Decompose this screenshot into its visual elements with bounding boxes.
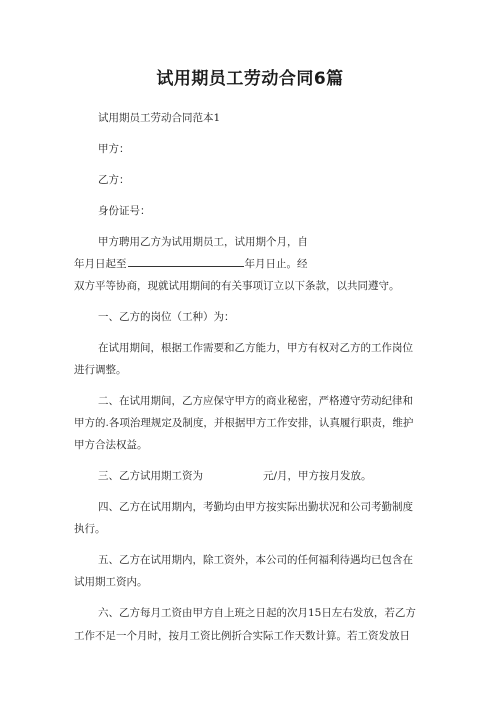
paragraph-line: 二、在试用期间，乙方应保守甲方的商业秘密，严格遵守劳动纪律和 (98, 395, 413, 407)
paragraph-line: 在试用期间，根据工作需要和乙方能力，甲方有权对乙方的工作岗位 (98, 342, 413, 354)
paragraph-line: 进行调整。 (74, 364, 127, 376)
text-after-blank: 年月日止。经 (244, 258, 308, 270)
clause-heading: 一、乙方的岗位（工种）为： (98, 311, 235, 323)
id-number-label: 身份证号： (98, 205, 151, 217)
paragraph-line: 五、乙方在试用期内，除工资外，本公司的任何福利待遇均已包含在 (98, 554, 413, 566)
paragraph-line: 甲方聘用乙方为试用期员工，试用期个月，自 (98, 236, 308, 248)
text-after-blank: 元/月，甲方按月发放。 (263, 470, 372, 482)
paragraph-line: 甲方合法权益。 (74, 439, 148, 451)
paragraph-line (98, 468, 372, 483)
party-a-label: 甲方： (98, 143, 130, 155)
paragraph-line (74, 256, 308, 271)
party-b-label: 乙方： (98, 174, 130, 186)
document-title: 试用期员工劳动合同6篇 (156, 69, 344, 89)
subtitle: 试用期员工劳动合同范本1 (98, 112, 221, 124)
text-before-blank: 三、乙方试用期工资为 (98, 470, 203, 482)
paragraph-line: 四、乙方在试用期内，考勤均由甲方按实际出勤状况和公司考勤制度 (98, 501, 413, 513)
paragraph-line: 双方平等协商，现就试用期间的有关事项订立以下条款，以共同遵守。 (74, 280, 400, 292)
paragraph-line: 六、乙方每月工资由甲方自上班之日起的次月15日左右发放，若乙方 (98, 607, 416, 619)
paragraph-line: 试用期工资内。 (74, 576, 148, 588)
paragraph-line: 甲方的.各项治理规定及制度，并根据甲方工作安排，认真履行职责，维护 (74, 417, 414, 429)
blank-underline (128, 256, 244, 267)
text-before-blank: 年月日起至 (74, 258, 127, 270)
paragraph-line: 工作不足一个月时，按月工资比例折合实际工作天数计算。若工资发放日 (74, 630, 410, 642)
paragraph-line: 执行。 (74, 523, 106, 535)
